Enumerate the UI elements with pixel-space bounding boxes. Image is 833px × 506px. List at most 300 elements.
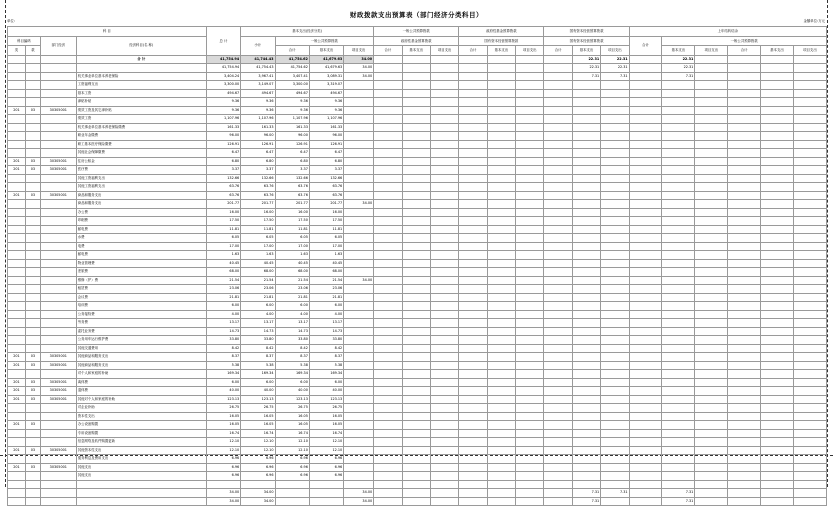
amount-cell <box>629 276 662 285</box>
amount-cell <box>601 132 629 141</box>
amount-cell <box>430 217 458 226</box>
econ-name-cell: 差旅费 <box>76 268 206 277</box>
amount-cell <box>544 276 572 285</box>
amount-cell: 33.80 <box>241 336 275 345</box>
econ-name-cell <box>76 64 206 73</box>
amount-cell <box>516 378 544 387</box>
amount-cell <box>430 123 458 132</box>
amount-cell <box>430 429 458 438</box>
econ-name-cell: 离休费 <box>76 378 206 387</box>
amount-cell <box>761 132 794 141</box>
amount-cell <box>402 166 430 175</box>
subject-code-cell: 201 <box>8 387 26 396</box>
amount-cell <box>662 174 695 183</box>
amount-cell: 132.66 <box>309 174 343 183</box>
amount-cell <box>344 81 374 90</box>
subject-code-cell <box>8 72 26 81</box>
amount-header: 合计 <box>374 46 402 56</box>
table-row <box>8 480 827 489</box>
amount-cell <box>629 225 662 234</box>
table-row <box>8 217 827 226</box>
amount-cell <box>402 370 430 379</box>
amount-cell: 11.81 <box>275 225 309 234</box>
amount-cell <box>761 293 794 302</box>
econ-code-cell <box>40 140 76 149</box>
amount-cell <box>430 378 458 387</box>
amount-cell <box>459 497 487 506</box>
subject-code-cell <box>8 81 26 90</box>
table-body <box>8 55 827 506</box>
amount-cell <box>374 208 402 217</box>
amount-cell <box>402 149 430 158</box>
amount-cell <box>629 387 662 396</box>
amount-cell <box>761 217 794 226</box>
table-row <box>8 336 827 345</box>
subtotal-header: 小计 <box>241 36 275 55</box>
amount-cell <box>572 123 600 132</box>
amount-cell <box>572 387 600 396</box>
amount-cell <box>601 463 629 472</box>
carry-public-header: 一般公共预算拨款 <box>662 36 827 46</box>
amount-cell <box>695 378 728 387</box>
amount-cell <box>459 259 487 268</box>
amount-cell <box>487 404 515 413</box>
amount-cell <box>572 81 600 90</box>
amount-cell <box>793 480 826 489</box>
amount-cell <box>629 166 662 175</box>
amount-cell <box>572 183 600 192</box>
amount-cell <box>459 225 487 234</box>
amount-cell <box>662 319 695 328</box>
amount-cell <box>374 327 402 336</box>
amount-cell <box>402 200 430 209</box>
amount-cell <box>374 225 402 234</box>
amount-cell <box>516 268 544 277</box>
amount-cell: 6.96 <box>309 472 343 481</box>
table-row <box>8 387 827 396</box>
econ-code-cell: 30305001 <box>40 378 76 387</box>
amount-cell <box>459 438 487 447</box>
amount-cell <box>430 98 458 107</box>
econ-code-cell <box>40 310 76 319</box>
amount-cell <box>629 463 662 472</box>
amount-cell <box>487 183 515 192</box>
amount-cell <box>601 421 629 430</box>
table-row <box>8 361 827 370</box>
table-row <box>8 115 827 124</box>
amount-cell <box>374 344 402 353</box>
econ-code-cell <box>40 472 76 481</box>
amount-cell <box>695 217 728 226</box>
subject-code-cell <box>8 404 26 413</box>
amount-cell <box>601 208 629 217</box>
amount-cell <box>629 404 662 413</box>
amount-cell <box>793 370 826 379</box>
amount-cell <box>459 361 487 370</box>
table-row <box>8 276 827 285</box>
amount-cell: 68.00 <box>241 268 275 277</box>
amount-cell <box>544 302 572 311</box>
amount-cell <box>662 472 695 481</box>
amount-cell <box>572 132 600 141</box>
report-title: 财政拨款支出预算表（部门经济分类科目） <box>350 11 483 19</box>
amount-cell <box>402 472 430 481</box>
amount-cell <box>695 72 728 81</box>
amount-cell <box>402 361 430 370</box>
amount-cell <box>662 276 695 285</box>
subject-code-cell <box>25 132 40 141</box>
amount-cell: 9.36 <box>275 98 309 107</box>
amount-cell <box>793 55 826 64</box>
econ-code-cell <box>40 72 76 81</box>
amount-cell: 1.63 <box>275 251 309 260</box>
amount-cell: 41,754.62 <box>275 64 309 73</box>
amount-cell <box>516 429 544 438</box>
subject-code-cell <box>25 234 40 243</box>
amount-cell: 12.10 <box>241 438 275 447</box>
amount-cell: 5.38 <box>206 361 240 370</box>
econ-name-cell: 其他支出 <box>76 463 206 472</box>
table-row <box>8 225 827 234</box>
amount-cell <box>572 98 600 107</box>
amount-cell <box>374 319 402 328</box>
table-row <box>8 174 827 183</box>
amount-cell: 9.36 <box>241 106 275 115</box>
amount-cell <box>402 497 430 506</box>
amount-cell <box>793 310 826 319</box>
amount-cell <box>374 251 402 260</box>
amount-cell <box>761 157 794 166</box>
amount-cell: 23.06 <box>275 285 309 294</box>
subject-code-cell <box>25 183 40 192</box>
amount-cell: 16.05 <box>275 412 309 421</box>
amount-cell <box>487 378 515 387</box>
amount-cell: 11.81 <box>309 225 343 234</box>
amount-cell <box>430 200 458 209</box>
amount-cell <box>374 166 402 175</box>
amount-cell <box>544 378 572 387</box>
amount-cell <box>601 276 629 285</box>
subject-code-cell <box>8 370 26 379</box>
amount-cell <box>344 404 374 413</box>
amount-cell <box>344 89 374 98</box>
table-row <box>8 378 827 387</box>
econ-code-cell: 30305001 <box>40 166 76 175</box>
subject-code-cell <box>25 268 40 277</box>
amount-cell <box>459 106 487 115</box>
amount-cell <box>601 225 629 234</box>
amount-cell: 34.00 <box>206 489 240 498</box>
amount-cell <box>459 276 487 285</box>
amount-cell <box>516 480 544 489</box>
amount-header: 合计 <box>728 46 761 56</box>
subject-code-cell <box>8 200 26 209</box>
amount-cell <box>662 123 695 132</box>
amount-cell <box>629 251 662 260</box>
amount-cell: 16.74 <box>206 429 240 438</box>
amount-cell <box>601 123 629 132</box>
amount-cell <box>728 310 761 319</box>
amount-cell <box>601 395 629 404</box>
amount-cell <box>374 310 402 319</box>
amount-cell <box>695 370 728 379</box>
amount-cell <box>430 157 458 166</box>
econ-name-cell: 电费 <box>76 242 206 251</box>
amount-cell <box>487 310 515 319</box>
subject-code-cell: 03 <box>25 166 40 175</box>
subject-code-cell: 201 <box>8 378 26 387</box>
amount-cell <box>459 421 487 430</box>
amount-cell <box>695 242 728 251</box>
amount-cell <box>402 115 430 124</box>
econ-name-cell: 公务接待费 <box>76 310 206 319</box>
table-row <box>8 370 827 379</box>
amount-cell <box>516 234 544 243</box>
amount-cell <box>459 55 487 64</box>
amount-cell <box>544 497 572 506</box>
amount-cell <box>761 285 794 294</box>
amount-cell <box>459 242 487 251</box>
amount-cell <box>695 438 728 447</box>
amount-cell <box>430 285 458 294</box>
econ-code-cell: 30305001 <box>40 463 76 472</box>
amount-cell <box>516 208 544 217</box>
amount-cell: 9.36 <box>206 98 240 107</box>
amount-cell <box>516 327 544 336</box>
amount-cell <box>662 166 695 175</box>
amount-cell <box>402 421 430 430</box>
amount-cell: 1,107.96 <box>241 115 275 124</box>
table-row <box>8 344 827 353</box>
amount-cell <box>344 463 374 472</box>
amount-cell <box>402 183 430 192</box>
amount-cell: 63.76 <box>309 191 343 200</box>
amount-cell <box>374 370 402 379</box>
amount-cell <box>572 336 600 345</box>
amount-cell <box>601 89 629 98</box>
subject-code-cell <box>8 149 26 158</box>
amount-cell <box>402 98 430 107</box>
subject-code-cell: 03 <box>25 395 40 404</box>
amount-cell <box>601 183 629 192</box>
amount-cell <box>402 140 430 149</box>
amount-cell: 6.00 <box>275 302 309 311</box>
amount-cell <box>544 72 572 81</box>
subject-code-cell <box>8 327 26 336</box>
amount-cell: 63.76 <box>241 191 275 200</box>
amount-cell <box>601 319 629 328</box>
amount-cell: 16.74 <box>241 429 275 438</box>
amount-cell <box>544 234 572 243</box>
amount-cell <box>695 480 728 489</box>
amount-cell <box>761 404 794 413</box>
amount-cell <box>728 183 761 192</box>
amount-cell: 11.81 <box>241 225 275 234</box>
amount-cell <box>662 140 695 149</box>
amount-cell <box>459 429 487 438</box>
amount-cell: 9.36 <box>241 98 275 107</box>
amount-cell <box>695 319 728 328</box>
econ-code-cell <box>40 242 76 251</box>
amount-cell: 1.63 <box>241 251 275 260</box>
amount-cell <box>793 395 826 404</box>
amount-cell: 17.50 <box>309 217 343 226</box>
amount-cell: 161.33 <box>206 123 240 132</box>
amount-cell <box>728 106 761 115</box>
econ-name-cell <box>76 480 206 489</box>
amount-cell <box>662 208 695 217</box>
amount-cell: 6.96 <box>241 455 275 464</box>
amount-cell: 8.42 <box>309 344 343 353</box>
amount-cell <box>544 319 572 328</box>
econ-code-cell: 30305001 <box>40 446 76 455</box>
amount-cell: 16.05 <box>206 412 240 421</box>
table-row <box>8 412 827 421</box>
amount-cell: 3.37 <box>206 166 240 175</box>
subject-code-cell: 201 <box>8 395 26 404</box>
amount-cell: 169.34 <box>206 370 240 379</box>
amount-cell <box>601 344 629 353</box>
amount-cell <box>544 429 572 438</box>
amount-cell <box>572 472 600 481</box>
amount-cell: 41,679.63 <box>309 55 343 64</box>
amount-cell <box>402 225 430 234</box>
amount-cell <box>629 64 662 73</box>
amount-cell <box>374 98 402 107</box>
amount-cell <box>629 285 662 294</box>
amount-cell <box>601 166 629 175</box>
amount-cell <box>487 480 515 489</box>
amount-cell <box>761 336 794 345</box>
amount-cell: 14.73 <box>206 327 240 336</box>
amount-cell: 41,754.94 <box>206 55 240 64</box>
subject-code-cell <box>25 225 40 234</box>
amount-cell: 3.37 <box>241 166 275 175</box>
amount-header: 项目支出 <box>793 46 826 56</box>
amount-cell <box>728 174 761 183</box>
amount-cell <box>544 293 572 302</box>
amount-cell <box>793 497 826 506</box>
amount-cell <box>430 174 458 183</box>
amount-cell: 132.66 <box>206 174 240 183</box>
amount-cell <box>761 412 794 421</box>
amount-cell: 1.63 <box>309 251 343 260</box>
amount-cell <box>487 276 515 285</box>
table-row <box>8 472 827 481</box>
amount-cell <box>487 387 515 396</box>
amount-cell <box>516 251 544 260</box>
econ-name-cell: 其他交通费用 <box>76 344 206 353</box>
amount-cell <box>402 395 430 404</box>
subject-code-cell <box>8 242 26 251</box>
amount-cell: 26.75 <box>241 404 275 413</box>
amount-cell <box>544 336 572 345</box>
amount-cell <box>793 174 826 183</box>
amount-cell <box>629 106 662 115</box>
amount-cell <box>695 115 728 124</box>
table-row <box>8 140 827 149</box>
amount-cell: 494.67 <box>241 89 275 98</box>
amount-cell: 8.37 <box>206 353 240 362</box>
amount-cell <box>459 378 487 387</box>
amount-cell <box>572 302 600 311</box>
amount-cell <box>761 106 794 115</box>
subject-header: 科 目 <box>8 27 207 37</box>
econ-name-cell: 商品和服务支出 <box>76 200 206 209</box>
amount-cell <box>793 276 826 285</box>
amount-cell <box>761 327 794 336</box>
amount-cell <box>728 489 761 498</box>
amount-cell <box>761 463 794 472</box>
amount-cell <box>402 81 430 90</box>
group-header-public: 一般公共预算拨款 <box>374 27 459 37</box>
amount-cell: 40.00 <box>309 387 343 396</box>
amount-cell: 3,404.24 <box>206 72 240 81</box>
amount-cell <box>487 497 515 506</box>
amount-cell <box>761 208 794 217</box>
table-row <box>8 106 827 115</box>
amount-cell <box>516 106 544 115</box>
amount-cell <box>430 446 458 455</box>
amount-cell <box>728 336 761 345</box>
amount-cell <box>430 293 458 302</box>
amount-cell <box>629 361 662 370</box>
amount-cell <box>516 123 544 132</box>
amount-cell: 17.50 <box>275 217 309 226</box>
amount-cell: 21.54 <box>309 276 343 285</box>
amount-cell <box>695 446 728 455</box>
econ-name-cell: 水费 <box>76 234 206 243</box>
subject-code-cell <box>25 293 40 302</box>
amount-cell <box>728 132 761 141</box>
subject-code-cell <box>8 251 26 260</box>
amount-cell <box>761 455 794 464</box>
amount-cell: 4.00 <box>241 310 275 319</box>
amount-cell <box>487 395 515 404</box>
amount-cell <box>793 140 826 149</box>
amount-cell <box>487 293 515 302</box>
amount-cell: 6.96 <box>275 463 309 472</box>
amount-cell <box>459 123 487 132</box>
amount-cell <box>544 327 572 336</box>
amount-cell <box>662 157 695 166</box>
econ-code-cell <box>40 123 76 132</box>
amount-cell <box>402 157 430 166</box>
amount-cell <box>761 242 794 251</box>
amount-cell <box>374 234 402 243</box>
amount-cell <box>544 268 572 277</box>
amount-cell <box>516 455 544 464</box>
amount-cell <box>761 89 794 98</box>
amount-cell <box>728 217 761 226</box>
amount-cell <box>487 446 515 455</box>
amount-cell <box>761 166 794 175</box>
amount-cell: 9.36 <box>275 106 309 115</box>
amount-cell <box>344 336 374 345</box>
amount-cell <box>629 132 662 141</box>
page-border-left <box>5 0 6 487</box>
table-row <box>8 98 827 107</box>
econ-name-cell: 对企业补助 <box>76 404 206 413</box>
state-capital-header: 国有资本经营预算拨款 <box>544 36 629 46</box>
subject-code-cell <box>8 489 26 498</box>
amount-cell <box>309 480 343 489</box>
amount-cell <box>374 455 402 464</box>
amount-cell <box>601 217 629 226</box>
amount-cell <box>459 89 487 98</box>
amount-cell <box>487 132 515 141</box>
amount-cell <box>430 132 458 141</box>
